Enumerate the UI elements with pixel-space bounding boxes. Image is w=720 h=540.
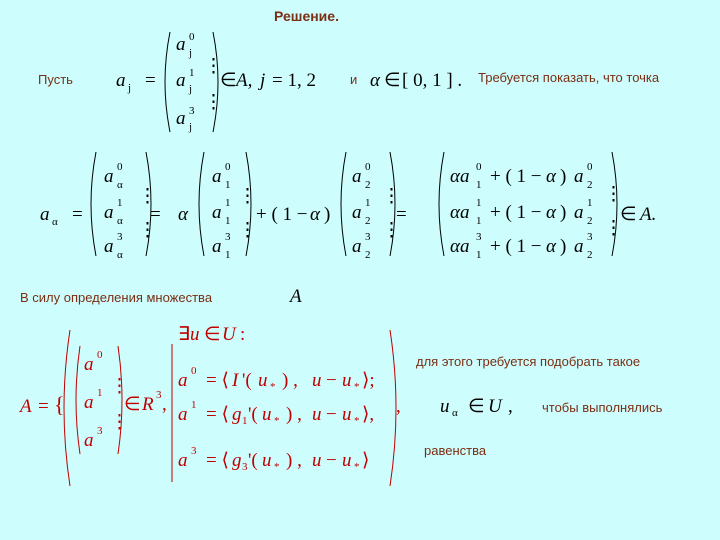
- svg-text:a: a: [212, 166, 222, 187]
- svg-text:−: −: [326, 450, 337, 471]
- svg-text:⋮: ⋮: [604, 184, 623, 205]
- svg-text:=: =: [396, 204, 407, 225]
- svg-text:u: u: [190, 324, 200, 345]
- formula-alpha-interval: [370, 70, 462, 91]
- svg-text:0: 0: [225, 161, 231, 173]
- svg-text:∈: ∈: [620, 204, 637, 225]
- svg-text:α: α: [117, 215, 123, 227]
- svg-text:1: 1: [189, 67, 195, 79]
- svg-text:⋮: ⋮: [604, 218, 623, 239]
- svg-text:g: g: [232, 450, 242, 471]
- svg-text:⋮: ⋮: [110, 376, 129, 397]
- svg-text:⟩: ⟩: [362, 450, 370, 471]
- svg-text:j: j: [128, 82, 132, 94]
- svg-text:a: a: [574, 236, 584, 257]
- svg-text:1: 1: [242, 415, 248, 427]
- svg-text:α: α: [370, 70, 380, 91]
- svg-text:A,: A,: [236, 70, 253, 91]
- svg-text:1: 1: [97, 387, 103, 399]
- svg-text:) ,: ) ,: [282, 370, 298, 391]
- svg-text:3: 3: [587, 231, 593, 243]
- svg-text:0: 0: [191, 365, 197, 377]
- svg-text:j: j: [189, 121, 193, 133]
- formula-u-alpha: [440, 396, 513, 419]
- svg-text:∈: ∈: [468, 396, 485, 417]
- svg-text:0: 0: [117, 161, 123, 173]
- svg-text:2: 2: [587, 249, 593, 261]
- svg-text:a: a: [116, 70, 126, 91]
- svg-text:∈: ∈: [204, 324, 221, 345]
- svg-text:⋮: ⋮: [138, 220, 157, 241]
- svg-text:'(: '(: [242, 370, 252, 391]
- requirement-text: Требуется показать, что точка: [478, 70, 660, 85]
- svg-text:'(: '(: [248, 404, 258, 425]
- svg-text:,: ,: [508, 396, 513, 417]
- svg-text:a: a: [212, 202, 222, 223]
- svg-text:*: *: [354, 461, 360, 473]
- svg-text:*: *: [274, 415, 280, 427]
- svg-text:α: α: [52, 216, 58, 228]
- svg-text:u: u: [312, 450, 322, 471]
- svg-text:a: a: [176, 70, 186, 91]
- svg-text:0: 0: [97, 349, 103, 361]
- svg-text:2: 2: [365, 249, 371, 261]
- svg-text:3: 3: [189, 105, 195, 117]
- svg-text:=: =: [150, 204, 161, 225]
- svg-text:U: U: [488, 396, 502, 417]
- svg-text:u: u: [440, 396, 450, 417]
- svg-text:) ,: ) ,: [286, 450, 302, 471]
- svg-text:a: a: [104, 166, 114, 187]
- svg-text:1: 1: [476, 215, 482, 227]
- svg-text:,: ,: [396, 396, 401, 417]
- svg-text:∃: ∃: [178, 324, 191, 345]
- svg-text:a: a: [178, 404, 188, 425]
- svg-text:*: *: [354, 415, 360, 427]
- svg-text:1: 1: [476, 249, 482, 261]
- svg-text:∈: ∈: [384, 70, 401, 91]
- svg-text:3: 3: [476, 231, 482, 243]
- svg-text:j: j: [189, 83, 193, 95]
- svg-text:α: α: [117, 249, 123, 261]
- intro-let: Пусть: [38, 72, 73, 87]
- svg-text:I: I: [232, 370, 239, 391]
- svg-text:3: 3: [191, 445, 197, 457]
- svg-text:αa: αa: [450, 166, 470, 187]
- set-definition-text: В силу определения множества: [20, 290, 213, 305]
- svg-text:1: 1: [225, 215, 231, 227]
- svg-text:u: u: [312, 404, 322, 425]
- svg-text:a: a: [84, 392, 94, 413]
- svg-text:1: 1: [476, 197, 482, 209]
- svg-text:1: 1: [225, 249, 231, 261]
- svg-text:a: a: [104, 236, 114, 257]
- svg-text:∈: ∈: [124, 394, 141, 415]
- svg-text:= ⟨: = ⟨: [206, 450, 229, 471]
- so-that-text: чтобы выполнялись: [542, 400, 663, 415]
- svg-text:3: 3: [156, 389, 162, 401]
- svg-text:j: j: [189, 47, 193, 59]
- svg-text:g: g: [232, 404, 242, 425]
- svg-text:A: A: [20, 396, 32, 417]
- svg-text:3: 3: [117, 231, 123, 243]
- formula-set-A: [18, 324, 401, 486]
- svg-text:= ⟨: = ⟨: [206, 370, 229, 391]
- svg-text:α: α: [117, 179, 123, 191]
- svg-text:−: −: [326, 370, 337, 391]
- svg-text:α: α: [310, 204, 320, 225]
- svg-text:1: 1: [191, 399, 197, 411]
- svg-text:⋮: ⋮: [138, 186, 157, 207]
- svg-text:α: α: [452, 407, 458, 419]
- svg-text:⟩,: ⟩,: [362, 404, 375, 425]
- svg-text:=: =: [145, 70, 156, 91]
- svg-text:a: a: [574, 202, 584, 223]
- svg-text:2: 2: [587, 179, 593, 191]
- svg-text:1: 1: [117, 197, 123, 209]
- svg-text:'(: '(: [248, 450, 258, 471]
- svg-text:) ,: ) ,: [286, 404, 302, 425]
- svg-text:3: 3: [225, 231, 231, 243]
- svg-text:⋮: ⋮: [204, 92, 223, 113]
- svg-text:⋮: ⋮: [238, 186, 257, 207]
- svg-text:a: a: [352, 166, 362, 187]
- svg-text:a: a: [352, 236, 362, 257]
- svg-text:a: a: [574, 166, 584, 187]
- svg-text:1: 1: [587, 197, 593, 209]
- svg-text:2: 2: [365, 215, 371, 227]
- svg-text:+ ( 1 −: + ( 1 −: [490, 166, 542, 187]
- svg-text:αa: αa: [450, 202, 470, 223]
- svg-text:= 1, 2: = 1, 2: [272, 70, 316, 91]
- svg-text:a: a: [212, 236, 222, 257]
- svg-text:0: 0: [587, 161, 593, 173]
- svg-text:*: *: [274, 461, 280, 473]
- svg-text:u: u: [312, 370, 322, 391]
- svg-text:= ⟨: = ⟨: [206, 404, 229, 425]
- heading: Решение.: [274, 8, 339, 24]
- svg-text:⋮: ⋮: [382, 186, 401, 207]
- svg-text:{: {: [54, 392, 65, 417]
- svg-text:=: =: [38, 396, 49, 417]
- equalities-text: равенства: [424, 443, 487, 458]
- svg-text:a: a: [84, 430, 94, 451]
- svg-text:α: α: [546, 166, 556, 187]
- svg-text:U: U: [222, 324, 236, 345]
- svg-text:α: α: [546, 202, 556, 223]
- svg-text:2: 2: [587, 215, 593, 227]
- svg-text:⋮: ⋮: [382, 220, 401, 241]
- formula-aj: [116, 31, 316, 133]
- svg-text:u: u: [342, 370, 352, 391]
- svg-text:α: α: [178, 204, 188, 225]
- svg-text:3: 3: [97, 425, 103, 437]
- svg-text:*: *: [354, 381, 360, 393]
- svg-text:αa: αa: [450, 236, 470, 257]
- svg-text:0: 0: [189, 31, 195, 43]
- svg-text:α: α: [546, 236, 556, 257]
- svg-text:u: u: [258, 370, 268, 391]
- svg-text:R: R: [142, 394, 154, 415]
- svg-text:∈: ∈: [220, 70, 237, 91]
- svg-text:u: u: [342, 450, 352, 471]
- svg-text:3: 3: [365, 231, 371, 243]
- svg-text:+ ( 1 −: + ( 1 −: [490, 202, 542, 223]
- svg-text:u: u: [262, 404, 272, 425]
- svg-text:⋮: ⋮: [204, 56, 223, 77]
- svg-text:a: a: [178, 370, 188, 391]
- svg-text:2: 2: [365, 179, 371, 191]
- need-to-choose-text: для этого требуется подобрать такое: [416, 354, 641, 369]
- conjunction-and: и: [350, 72, 358, 87]
- svg-text:⋮: ⋮: [238, 220, 257, 241]
- svg-text:[ 0, 1 ] .: [ 0, 1 ] .: [402, 70, 463, 91]
- svg-text:): ): [324, 204, 331, 225]
- svg-text:+ ( 1 −: + ( 1 −: [256, 204, 308, 225]
- svg-text:): ): [560, 166, 567, 187]
- svg-text:j: j: [260, 70, 266, 91]
- svg-text:a: a: [176, 108, 186, 129]
- svg-text:1: 1: [225, 179, 231, 191]
- svg-text:,: ,: [162, 394, 167, 415]
- svg-text:+ ( 1 −: + ( 1 −: [490, 236, 542, 257]
- svg-text:): ): [560, 202, 567, 223]
- svg-text:a: a: [178, 450, 188, 471]
- svg-text:A.: A.: [640, 204, 657, 225]
- svg-text:a: a: [176, 34, 186, 55]
- set-symbol: A: [290, 286, 302, 307]
- svg-text:1: 1: [476, 179, 482, 191]
- formula-a-alpha: [40, 152, 656, 261]
- svg-text:*: *: [270, 381, 276, 393]
- svg-text:u: u: [342, 404, 352, 425]
- svg-text:1: 1: [225, 197, 231, 209]
- svg-text:a: a: [84, 354, 94, 375]
- svg-text:=: =: [72, 204, 83, 225]
- svg-text:⟩;: ⟩;: [362, 370, 375, 391]
- svg-text:): ): [560, 236, 567, 257]
- svg-text:a: a: [352, 202, 362, 223]
- svg-text:0: 0: [476, 161, 482, 173]
- svg-text:a: a: [40, 204, 50, 225]
- svg-text:⋮: ⋮: [110, 412, 129, 433]
- svg-text:u: u: [262, 450, 272, 471]
- svg-text:3: 3: [242, 461, 248, 473]
- svg-text:1: 1: [365, 197, 371, 209]
- svg-text:−: −: [326, 404, 337, 425]
- svg-text:a: a: [104, 202, 114, 223]
- svg-text:0: 0: [365, 161, 371, 173]
- svg-text::: :: [240, 324, 246, 345]
